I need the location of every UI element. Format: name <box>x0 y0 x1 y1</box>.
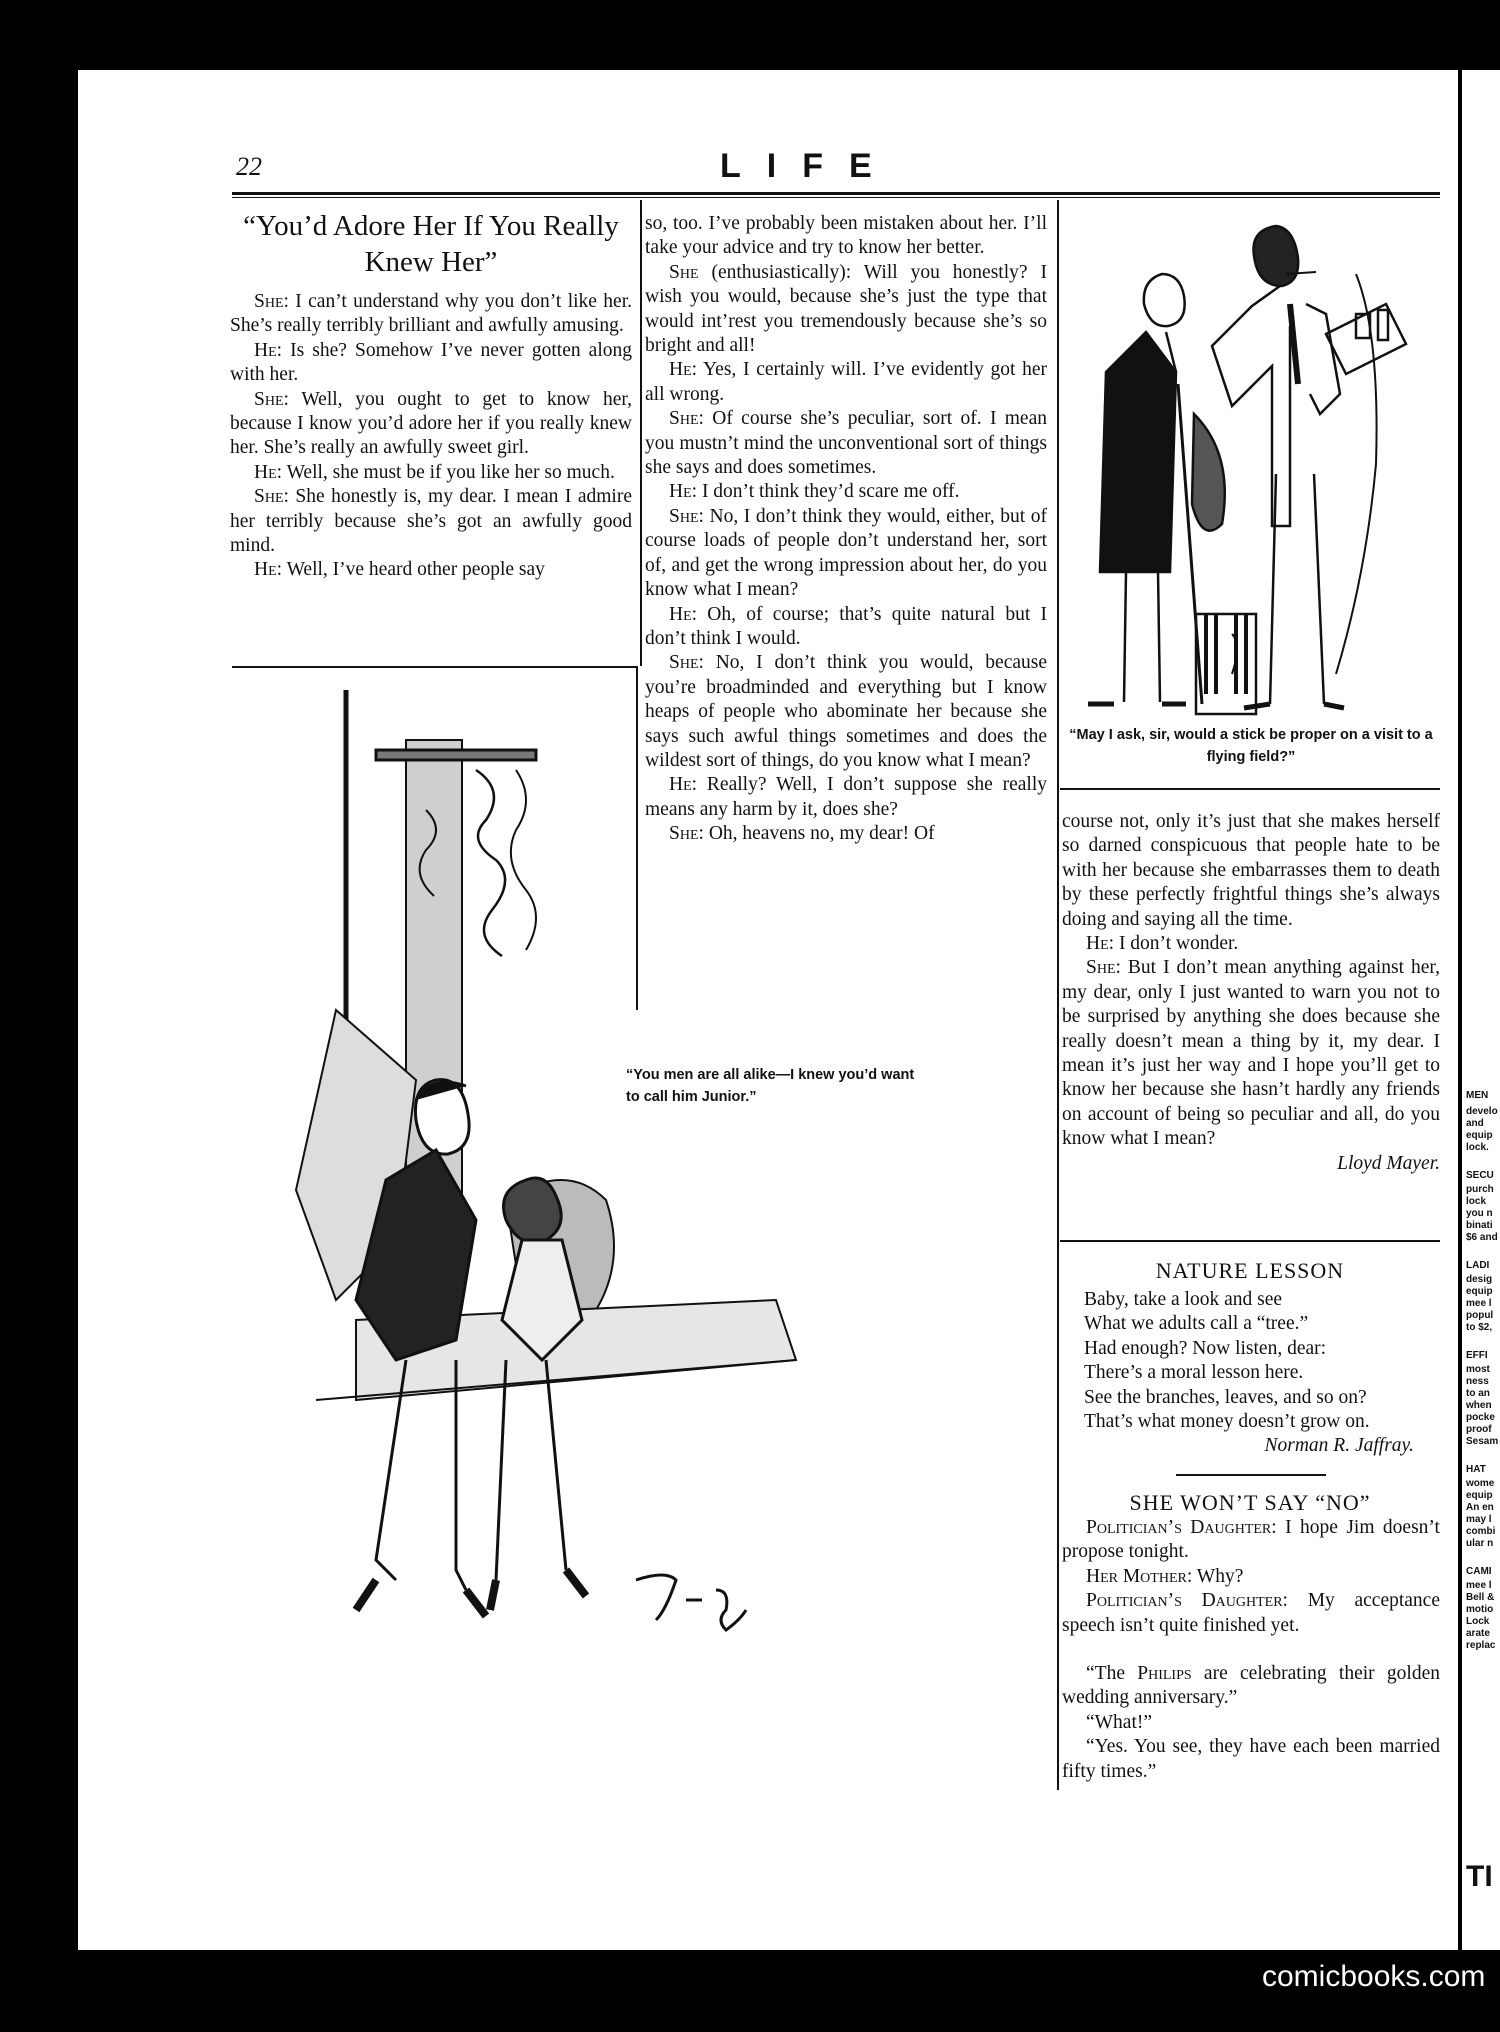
dialogue-text: Is she? Somehow I’ve never gotten along with her. <box>230 339 632 386</box>
speaker-label: He: <box>669 774 698 796</box>
cartoon1-bottom-rule <box>1060 788 1440 790</box>
adjacent-page-fragment: ular n <box>1466 1538 1494 1549</box>
dialogue-text: Yes, I certainly will. I’ve evidently got her all wrong. <box>645 359 1047 405</box>
dialogue-line <box>645 407 1047 480</box>
speaker-label: Her Mother: <box>1086 1565 1193 1587</box>
poem-line: See the branches, leaves, and so on? <box>1084 1386 1367 1408</box>
adjacent-page-fragment: equip <box>1466 1286 1493 1297</box>
dialogue-text: Of course she’s peculiar, sort of. I mean you mustn’t mind the unconventional sort of things she says and does sometimes. <box>645 408 1047 479</box>
dialogue-line <box>1062 810 1440 932</box>
article-byline: Lloyd Mayer. <box>1337 1152 1440 1174</box>
dialogue-text: I can’t understand why you don’t like her. She’s really terribly brilliant and awfully amusing. <box>230 291 632 337</box>
article-column-3 <box>1062 810 1440 1176</box>
adjacent-page-fragment: $6 and <box>1466 1232 1498 1243</box>
joke1-body <box>1062 1516 1440 1638</box>
dialogue-text: She honestly is, my dear. I mean I admire her terribly because she’s got an awfully good mind. <box>230 486 632 557</box>
dialogue-line <box>645 603 1047 652</box>
column-rule-1 <box>640 200 642 666</box>
adjacent-page-fragment: binati <box>1466 1220 1493 1231</box>
watermark: comicbooks.com <box>1262 1960 1486 1993</box>
dialogue-line <box>230 461 632 485</box>
joke1-title: SHE WON’T SAY “NO” <box>1129 1490 1371 1515</box>
speaker-label: He: <box>669 359 698 381</box>
speaker-label: He: <box>669 603 698 625</box>
speaker-label: Politician’s Daughter: <box>1086 1517 1277 1538</box>
dialogue-line <box>230 388 632 461</box>
speaker-label: She: <box>254 388 289 410</box>
magazine-title: LIFE <box>720 147 898 185</box>
dialogue-line <box>1062 956 1440 1151</box>
speaker-label: She: <box>254 291 289 312</box>
adjacent-page-fragment: TI <box>1466 1860 1493 1893</box>
dialogue-text: Oh, heavens no, my dear! Of <box>703 823 935 845</box>
poem-body <box>1084 1288 1414 1459</box>
dialogue-text: so, too. I’ve probably been mistaken about her. I’ll take your advice and try to know her better. <box>645 213 1047 259</box>
adjacent-page-fragment: equip <box>1466 1490 1493 1501</box>
dialogue-line <box>1062 1516 1440 1565</box>
adjacent-page-fragment: you n <box>1466 1208 1493 1219</box>
dialogue-line <box>1062 1711 1440 1735</box>
speaker-label: He: <box>254 559 283 581</box>
speaker-label: She <box>669 261 699 283</box>
dialogue-text: No, I don’t think you would, because you’re broadminded and everything but I know heaps of people who abominate her because she says such awful things sometimes and does the wildest sort of things, do you know what I mean? <box>645 652 1047 771</box>
adjacent-page-fragment: replac <box>1466 1640 1496 1651</box>
adjacent-page-fragment: may l <box>1466 1514 1492 1525</box>
page-number: 22 <box>236 152 262 181</box>
dialogue-text: Well, I’ve heard other people say <box>282 559 545 581</box>
adjacent-page-fragment: wome <box>1466 1478 1495 1489</box>
adjacent-page-fragment: to an <box>1466 1388 1490 1399</box>
adjacent-page-fragment: motio <box>1466 1604 1494 1615</box>
dialogue-text: I don’t wonder. <box>1114 933 1239 955</box>
adjacent-page-fragment: proof <box>1466 1424 1492 1435</box>
dialogue-text: “Yes. You see, they have each been married fifty times.” <box>1062 1736 1440 1782</box>
adjacent-page-fragment: Sesam <box>1466 1436 1499 1447</box>
dialogue-line <box>645 358 1047 407</box>
speaker-label: She: <box>669 823 704 845</box>
adjacent-page-strip <box>1462 70 1500 1950</box>
joke2-line <box>1062 1662 1440 1711</box>
dialogue-line <box>1062 1589 1440 1638</box>
dialogue-line <box>1062 1735 1440 1784</box>
adjacent-page-fragment: SECU <box>1466 1170 1494 1181</box>
dialogue-text: I don’t think they’d scare me off. <box>697 481 960 503</box>
dialogue-line <box>645 212 1047 261</box>
poem-line: There’s a moral lesson here. <box>1084 1362 1304 1384</box>
adjacent-page-fragment: mee l <box>1466 1298 1492 1309</box>
dialogue-text: Why? <box>1192 1565 1244 1587</box>
cartoon-tailor-illustration <box>1066 214 1438 720</box>
speaker-label: She: <box>669 408 704 430</box>
joke2-fragment: “The <box>1086 1663 1138 1684</box>
dialogue-text: course not, only it’s just that she makes herself so darned conspicuous that people hate to be with her because she embarrasses them to death by these perfectly frightful things she’s always doing and saying all the time. <box>1062 811 1440 930</box>
dialogue-text: Oh, of course; that’s quite natural but I don’t think I would. <box>645 603 1047 649</box>
adjacent-page-fragment: arate <box>1466 1628 1490 1639</box>
dialogue-line <box>1062 932 1440 956</box>
joke2-fragment: Philips <box>1137 1663 1192 1684</box>
joke2-fragment: are celebrating their golden wedding anniversary.” <box>1062 1663 1440 1709</box>
speaker-label: He: <box>669 481 698 503</box>
adjacent-page-fragment: MEN <box>1466 1090 1489 1101</box>
adjacent-page-fragment: Lock <box>1466 1616 1490 1627</box>
adjacent-page-fragment: mee l <box>1466 1580 1492 1591</box>
dialogue-line <box>230 485 632 558</box>
dialogue-line <box>645 261 1047 359</box>
cartoon2-caption: “You men are all alike—I knew you’d want to call him Junior.” <box>626 1067 915 1105</box>
joke2-body <box>1062 1662 1440 1784</box>
dialogue-text: I hope Jim doesn’t propose tonight. <box>1062 1517 1440 1563</box>
article-column-1 <box>230 290 632 583</box>
adjacent-page-fragment: popul <box>1466 1310 1494 1321</box>
dialogue-text: My acceptance speech isn’t quite finished yet. <box>1062 1590 1440 1636</box>
dialogue-line <box>230 290 632 339</box>
adjacent-page-fragment: when <box>1466 1400 1492 1411</box>
adjacent-page-fragment: ness <box>1466 1376 1489 1387</box>
adjacent-page-fragment: develo <box>1466 1106 1498 1117</box>
poem-author: Norman R. Jaffray. <box>1264 1435 1414 1457</box>
adjacent-page-fragment: CAMI <box>1466 1566 1492 1577</box>
adjacent-page-fragment: HAT <box>1466 1464 1486 1475</box>
dialogue-text: Really? Well, I don’t suppose she really means any harm by it, does she? <box>645 774 1047 820</box>
dialogue-line <box>230 558 632 582</box>
dialogue-line <box>645 505 1047 603</box>
cartoon2-signature <box>792 1664 794 1665</box>
speaker-label: He: <box>254 339 283 361</box>
adjacent-page-fragment: and <box>1466 1118 1484 1129</box>
poem-line: Had enough? Now listen, dear: <box>1084 1337 1327 1359</box>
poem-line: What we adults call a “tree.” <box>1084 1313 1309 1335</box>
adjacent-page-fragment: equip <box>1466 1130 1493 1141</box>
adjacent-page-fragment: EFFI <box>1466 1350 1488 1361</box>
cartoon-couple-illustration <box>276 680 816 1680</box>
speaker-label: He: <box>254 461 283 483</box>
column1-bottom-rule <box>232 666 637 668</box>
speaker-label: Politician’s Daughter: <box>1086 1590 1288 1612</box>
poem-line: That’s what money doesn’t grow on. <box>1084 1411 1370 1433</box>
dialogue-text: Well, you ought to get to know her, because I know you’d adore her if you really knew her. She’s really an awfully sweet girl. <box>230 388 632 459</box>
header-rule <box>232 192 1440 195</box>
dialogue-text: No, I don’t think they would, either, but of course loads of people don’t understand her, sort of, and get the wrong impression about her, do you know what I mean? <box>645 505 1047 601</box>
dialogue-text: (enthusiastically): Will you honestly? I wish you would, because she’s just the type that would int’rest you tremendously because she’s so bright and all! <box>645 261 1047 357</box>
adjacent-page-fragment: most <box>1466 1364 1490 1375</box>
cartoon1-caption: “May I ask, sir, would a stick be proper on a visit to a flying field?” <box>1069 727 1433 765</box>
dialogue-line <box>1062 1565 1440 1589</box>
dialogue-text: “What!” <box>1086 1711 1153 1733</box>
dialogue-line <box>230 339 632 388</box>
adjacent-page-fragment: to $2, <box>1466 1322 1493 1333</box>
header-rule-thin <box>232 197 1440 198</box>
dialogue-text: But I don’t mean anything against her, my dear, only I just wanted to warn you not to be surprised by anything she does because she really doesn’t mean a thing by it, my dear. I mean it’s just her way and I hope you’ll get to know her because she hasn’t hardly any friends on account of being so peculiar and all, do you know what I mean? <box>1062 957 1440 1150</box>
poem-title: NATURE LESSON <box>1155 1258 1345 1283</box>
adjacent-page-fragment: lock. <box>1466 1142 1489 1153</box>
adjacent-page-fragment: pocke <box>1466 1412 1495 1423</box>
adjacent-page-fragment: lock <box>1466 1196 1487 1207</box>
speaker-label: She: <box>669 652 704 674</box>
poem-line: Baby, take a look and see <box>1084 1289 1282 1310</box>
article-end-rule <box>1060 1240 1440 1242</box>
article-title: “You’d Adore Her If You Really Knew Her” <box>243 210 619 278</box>
speaker-label: She: <box>669 505 704 527</box>
dialogue-text: Well, she must be if you like her so much. <box>282 461 615 483</box>
speaker-label: She: <box>254 486 289 508</box>
adjacent-page-fragment: Bell & <box>1466 1592 1495 1603</box>
dialogue-line <box>645 480 1047 504</box>
section-rule <box>1176 1474 1326 1476</box>
column-rule-2 <box>1057 200 1059 1790</box>
speaker-label: He: <box>1086 933 1115 955</box>
adjacent-page-fragment: purch <box>1466 1184 1494 1195</box>
adjacent-page-fragment: desig <box>1466 1274 1493 1285</box>
adjacent-page-fragment: An en <box>1466 1502 1494 1513</box>
adjacent-page-fragment: LADI <box>1466 1260 1490 1271</box>
speaker-label: She: <box>1086 957 1121 979</box>
adjacent-page-fragment: combi <box>1466 1526 1496 1537</box>
